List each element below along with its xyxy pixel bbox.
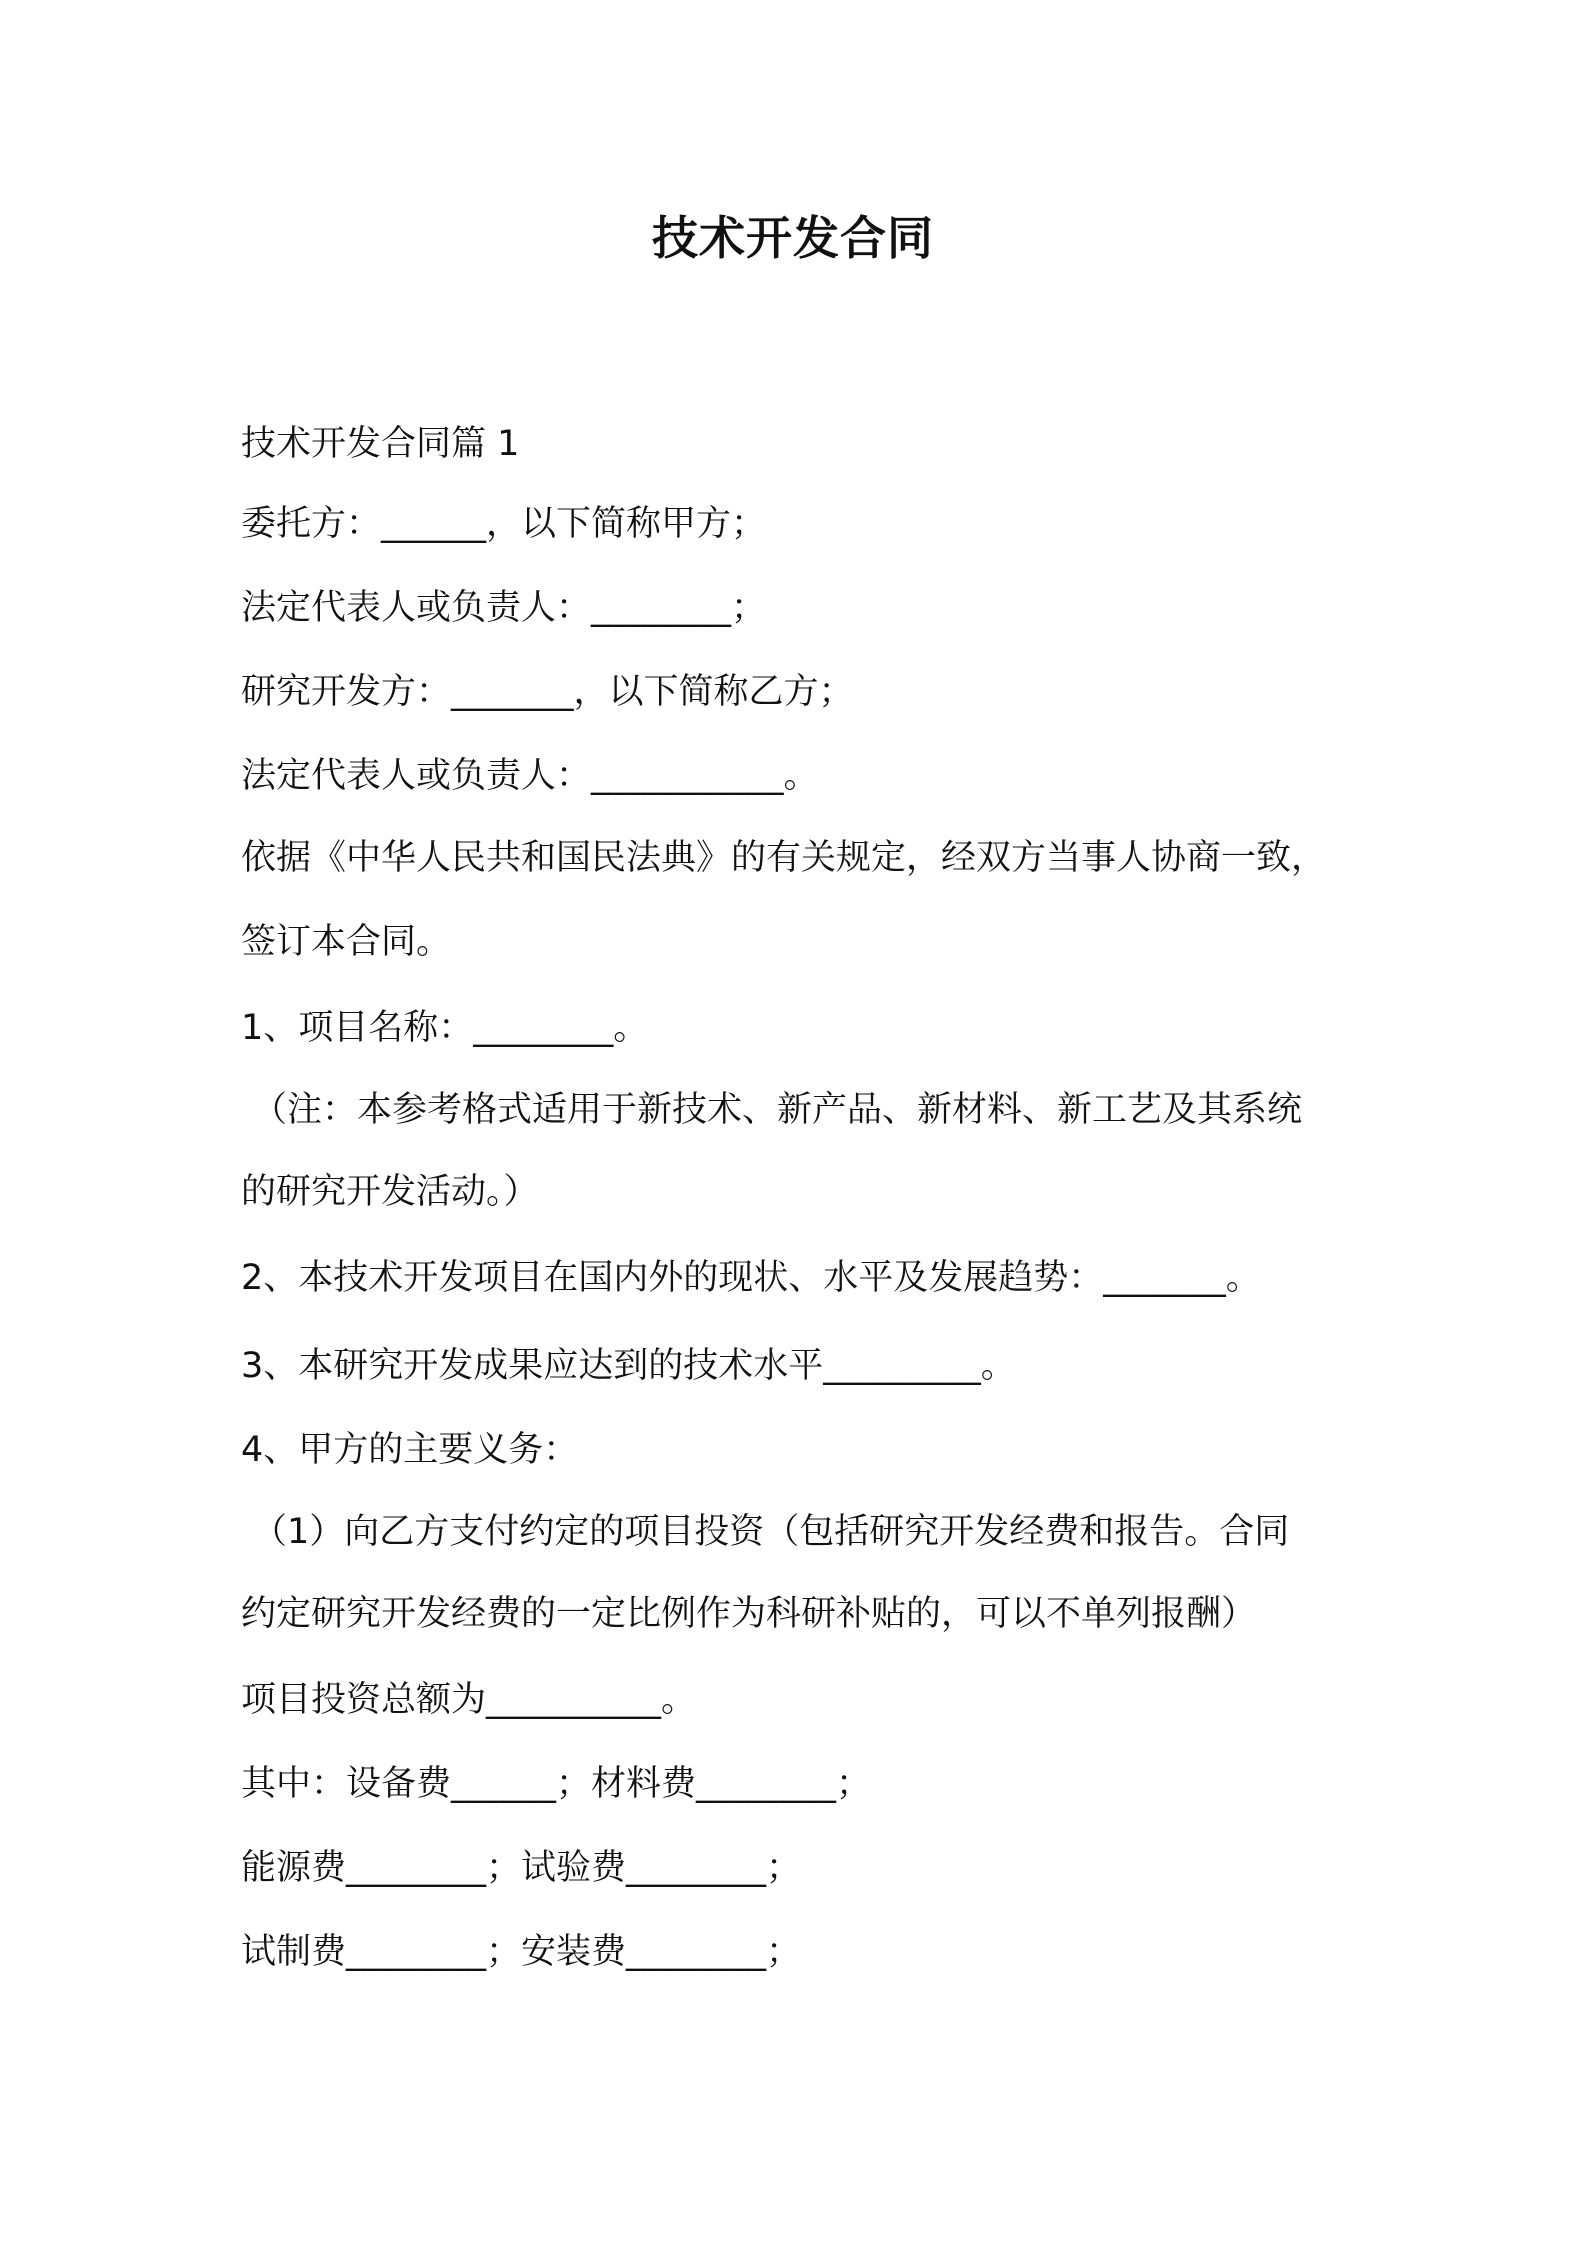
- client-line: 委托方：______，以下简称甲方；: [241, 504, 767, 544]
- note-line-1: （注：本参考格式适用于新技术、新产品、新材料、新工艺及其系统: [252, 1090, 1303, 1130]
- legal-basis-line-1: 依据《中华人民共和国民法典》的有关规定，经双方当事人协商一致，: [241, 838, 1327, 878]
- obligation-1-line-2: 约定研究开发经费的一定比例作为科研补贴的，可以不单列报酬）: [241, 1594, 1257, 1634]
- clause-party-a-obligations: 4、甲方的主要义务：: [241, 1430, 579, 1470]
- cost-breakdown-line-1: 其中：设备费______；材料费________；: [241, 1764, 872, 1804]
- developer-representative-line: 法定代表人或负责人：___________。: [241, 756, 819, 796]
- obligation-1-line-1: （1）向乙方支付约定的项目投资（包括研究开发经费和报告。合同: [252, 1512, 1290, 1552]
- clause-status-trend: 2、本技术开发项目在国内外的现状、水平及发展趋势：_______。: [241, 1258, 1261, 1298]
- cost-breakdown-line-3: 试制费________；安装费________；: [241, 1932, 802, 1972]
- client-representative-line: 法定代表人或负责人：________；: [241, 588, 767, 628]
- investment-total-line: 项目投资总额为__________。: [241, 1680, 697, 1720]
- note-line-2: 的研究开发活动。）: [241, 1172, 539, 1212]
- section-heading: 技术开发合同篇 1: [241, 424, 520, 464]
- legal-basis-line-2: 签订本合同。: [241, 922, 452, 962]
- developer-line: 研究开发方：_______，以下简称乙方；: [241, 672, 854, 712]
- clause-technical-level: 3、本研究开发成果应达到的技术水平_________。: [241, 1346, 1016, 1386]
- clause-project-name: 1、项目名称：________。: [241, 1008, 649, 1048]
- cost-breakdown-line-2: 能源费________；试验费________；: [241, 1848, 802, 1888]
- document-title: 技术开发合同: [652, 211, 934, 265]
